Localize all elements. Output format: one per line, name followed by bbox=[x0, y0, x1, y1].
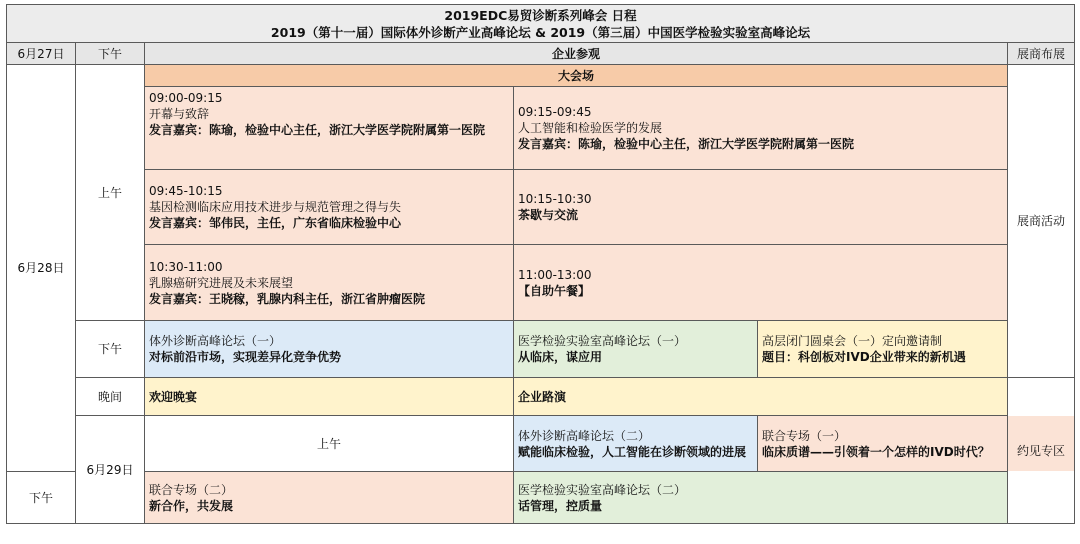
date-jun27: 6月27日 bbox=[7, 43, 76, 65]
period-label: 晚间 bbox=[76, 378, 145, 416]
welcome-dinner: 欢迎晚宴 bbox=[145, 378, 514, 416]
session-topic: 【自助午餐】 bbox=[518, 283, 591, 298]
company-roadshow: 企业路演 bbox=[514, 378, 1008, 416]
forum-theme: 赋能临床检验，人工智能在诊断领域的进展 bbox=[518, 444, 747, 459]
title-line-1: 2019EDC易贸诊断系列峰会 日程 bbox=[444, 7, 637, 23]
period-label: 上午 bbox=[145, 416, 514, 472]
forum-cell bbox=[514, 416, 758, 472]
session-row bbox=[7, 245, 1075, 321]
session-cell bbox=[145, 87, 514, 170]
forum-name: 高层闭门圆桌会（一）定向邀请制 bbox=[762, 334, 943, 348]
session-speaker: 发言嘉宾：邹伟民，主任，广东省临床检验中心 bbox=[149, 216, 402, 230]
date-jun28: 6月28日 bbox=[7, 65, 76, 472]
meeting-zone: 约见专区 bbox=[1008, 378, 1075, 524]
session-topic: 茶歇与交流 bbox=[518, 208, 579, 222]
main-hall-header: 大会场 bbox=[145, 65, 1008, 87]
session-topic: 乳腺癌研究进展及未来展望 bbox=[149, 275, 294, 290]
session-time: 11:00-13:00 bbox=[518, 267, 592, 282]
schedule-table bbox=[6, 4, 1075, 524]
afternoon-forums-row bbox=[7, 321, 1075, 378]
session-topic: 基因检测临床应用技术进步与规范管理之得与失 bbox=[149, 200, 402, 214]
exhibitor-setup: 展商布展 bbox=[1008, 43, 1075, 65]
session-cell bbox=[145, 170, 514, 245]
session-time: 10:30-11:00 bbox=[149, 259, 223, 274]
period-label: 下午 bbox=[7, 472, 76, 524]
session-speaker: 发言嘉宾：陈瑜，检验中心主任，浙江大学医学院附属第一医院 bbox=[149, 123, 486, 137]
period-label: 上午 bbox=[76, 65, 145, 321]
session-cell bbox=[514, 87, 1008, 170]
schedule-title bbox=[7, 5, 1075, 43]
session-topic: 开幕与致辞 bbox=[149, 107, 210, 121]
session-cell bbox=[514, 170, 1008, 245]
session-topic: 人工智能和检验医学的发展 bbox=[518, 121, 663, 135]
forum-cell bbox=[145, 321, 514, 378]
title-row bbox=[7, 5, 1075, 43]
day3-pm-row bbox=[7, 472, 1075, 524]
main-hall-row bbox=[7, 65, 1075, 87]
session-cell bbox=[145, 245, 514, 321]
forum-name: 体外诊断高峰论坛（二） bbox=[518, 428, 651, 443]
schedule-page bbox=[6, 4, 1074, 540]
session-time: 09:00-09:15 bbox=[149, 91, 223, 105]
forum-cell bbox=[758, 321, 1008, 378]
exhibitor-activities: 展商活动 bbox=[1008, 65, 1075, 378]
session-time: 09:15-09:45 bbox=[518, 105, 592, 119]
forum-theme: 从临床，谋应用 bbox=[518, 350, 603, 364]
forum-name: 医学检验实验室高峰论坛（二） bbox=[518, 482, 687, 497]
day1-row bbox=[7, 43, 1075, 65]
forum-name: 联合专场（二） bbox=[149, 482, 234, 497]
session-cell bbox=[514, 245, 1008, 321]
forum-theme: 题目：科创板对IVD企业带来的新机遇 bbox=[762, 350, 966, 364]
forum-theme: 新合作，共发展 bbox=[149, 498, 234, 513]
forum-cell bbox=[514, 321, 758, 378]
forum-theme: 对标前沿市场，实现差异化竞争优势 bbox=[149, 350, 342, 364]
date-jun29: 6月29日 bbox=[76, 416, 145, 524]
title-line-2: 2019（第十一届）国际体外诊断产业高峰论坛 & 2019（第三届）中国医学检验实验室高峰论坛 bbox=[270, 24, 811, 40]
forum-cell bbox=[145, 472, 514, 524]
forum-theme: 临床质谱——引领着一个怎样的IVD时代？ bbox=[762, 444, 990, 459]
evening-row bbox=[7, 378, 1075, 416]
session-time: 09:45-10:15 bbox=[149, 184, 223, 198]
forum-cell bbox=[514, 472, 1008, 524]
forum-name: 医学检验实验室高峰论坛（一） bbox=[518, 334, 687, 348]
session-row bbox=[7, 87, 1075, 170]
day3-am-row bbox=[7, 416, 1075, 472]
session-speaker: 发言嘉宾：陈瑜，检验中心主任，浙江大学医学院附属第一医院 bbox=[518, 137, 855, 151]
session-time: 10:15-10:30 bbox=[518, 192, 592, 206]
session-speaker: 发言嘉宾：王晓稼，乳腺内科主任，浙江省肿瘤医院 bbox=[149, 291, 426, 306]
forum-theme: 话管理，控质量 bbox=[518, 498, 603, 513]
forum-name: 联合专场（一） bbox=[762, 428, 847, 443]
forum-name: 体外诊断高峰论坛（一） bbox=[149, 334, 282, 348]
company-visit: 企业参观 bbox=[145, 43, 1008, 65]
period-label: 下午 bbox=[76, 43, 145, 65]
session-row bbox=[7, 170, 1075, 245]
period-label: 下午 bbox=[76, 321, 145, 378]
